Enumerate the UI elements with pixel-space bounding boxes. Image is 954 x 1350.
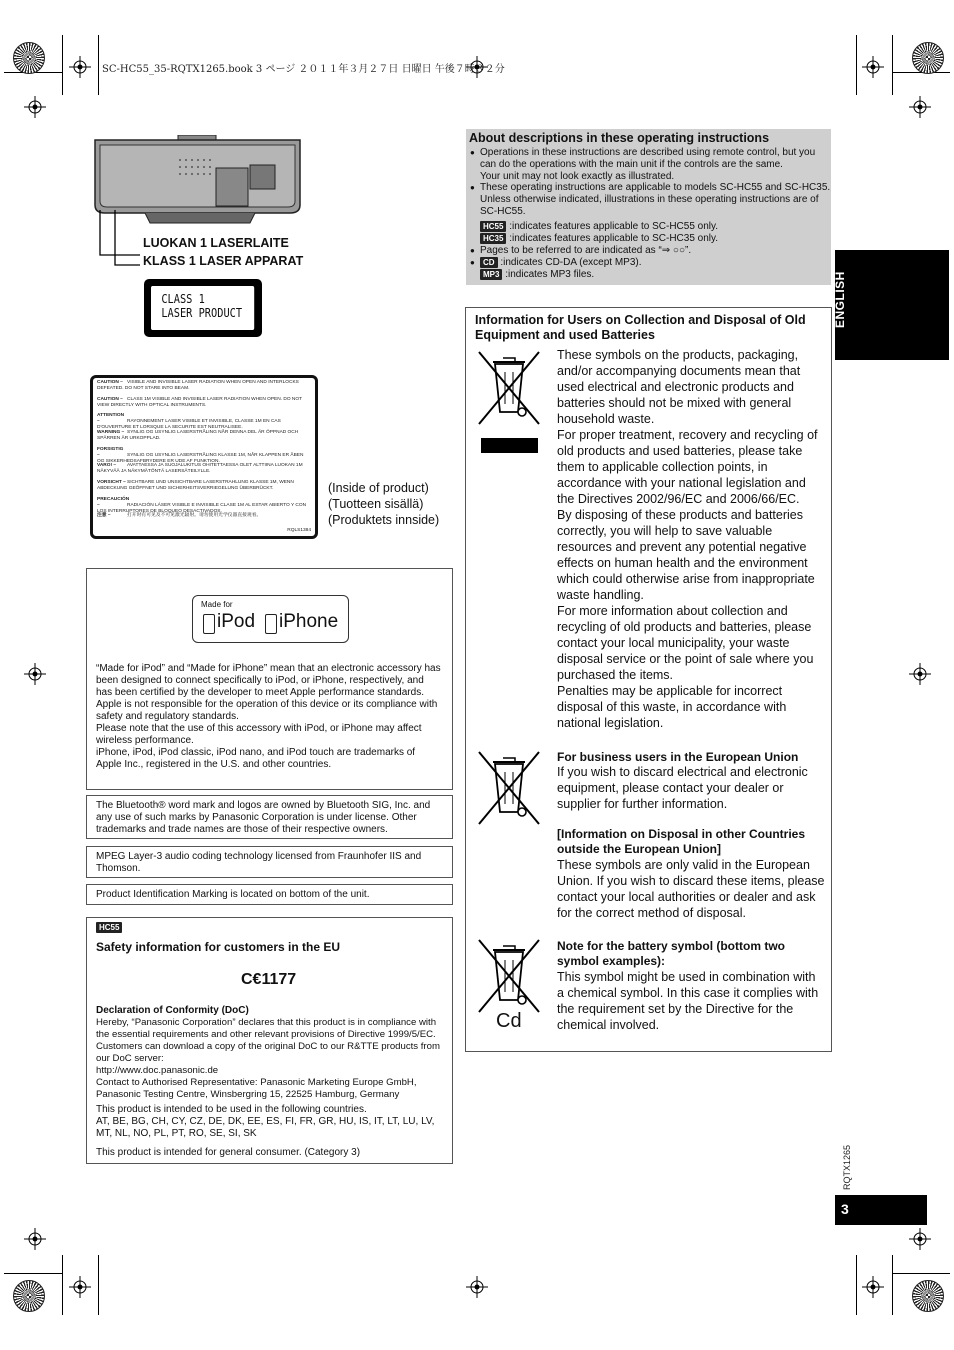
disposal-para-4: For more information about collection and recycling of old products and batteries, please contact your local municipality, your waste disposal service or the point of sale where you purchased the items. <box>557 604 814 682</box>
caution-row <box>97 413 311 431</box>
ipod-logo-text: iPod <box>217 611 256 632</box>
crop-mark <box>892 1255 893 1315</box>
made-for-ipod-logo <box>192 595 349 643</box>
battery-text: This symbol might be used in combination with a chemical symbol. In this case it complies with the requirement set by the Directive for the chemical involved. <box>557 970 819 1032</box>
caution-key: 注意 – <box>97 513 111 519</box>
crosshair-icon <box>909 663 931 685</box>
disposal-para-2: For proper treatment, recovery and recycling of old products and used batteries, please take them to applicable collection points, in accordance with your national legislation and the Directives 2002/96/EC and 2006/66/EC. <box>557 428 818 506</box>
class-1-laser-label <box>144 279 262 337</box>
caution-row <box>97 397 311 409</box>
caution-code: RQLS1384 <box>287 528 311 533</box>
caution-text: RAYONNEMENT LASER VISIBLE ET INVISIBLE, CLASSE 1M EN CAS D'OUVERTURE ET LORSQUE LA SECURITE EST NEUTRALISEE. <box>97 419 281 431</box>
registration-target-icon <box>13 1280 45 1312</box>
bullet-icon: ● <box>470 148 475 157</box>
bullet-icon: ● <box>470 183 475 192</box>
crosshair-icon <box>466 1276 488 1298</box>
page-number: 3 <box>841 1201 849 1217</box>
crosshair-icon <box>69 56 91 78</box>
disposal-para-5: Penalties may be applicable for incorrect disposal of this waste, in accordance with national legislation. <box>557 684 787 730</box>
registration-target-icon <box>912 1280 944 1312</box>
other-countries-title: [Information on Disposal in other Countries outside the European Union] <box>557 827 806 856</box>
caution-key: VORSICHT – <box>97 480 126 485</box>
cd-text: :indicates CD-DA (except MP3). <box>500 257 642 268</box>
hc35-badge: HC35 <box>480 233 506 244</box>
inside-line: (Inside of product) <box>328 481 429 495</box>
safety-info-box <box>86 917 453 1164</box>
safety-title: Safety information for customers in the EU <box>96 940 341 954</box>
caution-text: CLASS 1M VISIBLE AND INVISIBLE LASER RADIATION WHEN OPEN. DO NOT VIEW DIRECTLY WITH OPTICAL INSTRUMENTS. <box>97 396 302 408</box>
crosshair-icon <box>24 1228 46 1250</box>
caution-text: SYNLIG OG USYNLIG LASERSTRÅLING NÅR DENNA DEL ÄR ÖPPNAD OCH SPÄRREN ÄR URKOPPLAD. <box>97 430 299 441</box>
mpeg-notice: MPEG Layer-3 audio coding technology licensed from Fraunhofer IIS and Thomson. <box>96 851 422 874</box>
crossed-bin-icon <box>475 750 543 830</box>
doc-title: Declaration of Conformity (DoC) <box>96 1005 249 1016</box>
bluetooth-box <box>86 795 453 839</box>
caution-key: PRECAUCIÓN – <box>97 496 130 508</box>
caution-key: VARO! – <box>97 463 117 469</box>
about-title: About descriptions in these operating instructions <box>469 131 770 145</box>
crosshair-icon <box>909 96 931 118</box>
business-title: For business users in the European Union <box>557 750 799 764</box>
crosshair-icon <box>909 1228 931 1250</box>
caution-key: FORSIGTIG – <box>97 446 124 458</box>
crosshair-icon <box>69 1276 91 1298</box>
mpeg-box <box>86 846 453 878</box>
bullet-icon: ● <box>470 246 475 255</box>
marking-box <box>86 884 453 905</box>
caution-text: AVATTAESSA JA SUOJALUKITUS OHITETTAESSA OLET ALTTIINA LUOKAN 1M NÄKYVÄÄ JA NÄKYMÄTÖNTÄ LASERSÄTEILYLLE. <box>97 463 303 475</box>
bluetooth-notice: The Bluetooth® word mark and logos are owned by Bluetooth SIG, Inc. and any use of such marks by Panasonic Corporation is under license. Other trademarks and trade names are those of their respective owners. <box>96 800 431 835</box>
caution-text: 打开时有可见及不可见激光辐射。请勿使用光学仪器直接观看。 <box>127 513 262 519</box>
business-text: If you wish to discard electrical and electronic equipment, please contact your dealer or supplier for further information. <box>557 765 808 811</box>
consumer-text: This product is intended for general consumer. (Category 3) <box>96 1147 361 1158</box>
crop-mark <box>62 1255 63 1315</box>
inside-line: (Produktets innside) <box>328 513 440 527</box>
page-number-tab <box>835 1195 927 1225</box>
caution-key: ATTENTION – <box>97 413 125 425</box>
inside-line: (Tuotteen sisällä) <box>328 497 424 511</box>
disposal-title: Information for Users on Collection and Disposal of Old Equipment and used Batteries <box>475 313 806 342</box>
doc-code: RQTX1265 <box>842 1144 852 1190</box>
inside-product-note <box>328 480 439 528</box>
hc55-text: :indicates features applicable to SC-HC55 only. <box>509 221 719 232</box>
mp3-text: :indicates MP3 files. <box>505 269 595 280</box>
caution-row <box>97 380 311 392</box>
crosshair-icon <box>862 1276 884 1298</box>
print-header: SC-HC55_35-RQTX1265.book 3 ページ ２０１１年３月２７日 日曜日 午後７時３２分 <box>102 64 505 75</box>
hc55-badge: HC55 <box>480 221 506 232</box>
cd-chemical-symbol: Cd <box>496 1010 522 1032</box>
ipod-trademark-box <box>86 568 453 790</box>
caution-row <box>97 497 311 515</box>
crosshair-icon <box>24 96 46 118</box>
mp3-badge: MP3 <box>480 269 502 280</box>
caution-key: CAUTION – <box>97 396 123 402</box>
laser-label-swedish: KLASS 1 LASER APPARAT <box>143 254 304 268</box>
language-label: ENGLISH <box>833 271 847 328</box>
crossed-bin-icon <box>475 350 543 430</box>
crop-mark <box>892 1273 950 1274</box>
ipod-device-icon <box>203 614 215 634</box>
hc35-text: :indicates features applicable to SC-HC35 only. <box>509 233 719 244</box>
caution-row <box>97 513 311 519</box>
marking-notice: Product Identification Marking is located on bottom of the unit. <box>96 889 370 900</box>
bin-underbar <box>481 438 538 453</box>
caution-text: RADIACIÓN LÁSER VISIBLE E INVISIBLE CLASE 1M AL ESTAR ABIERTO Y CON LOS INTERRUPTORES DE BLOQUEO DESACTIVADOS. <box>97 502 307 514</box>
registration-target-icon <box>13 42 45 74</box>
laser-product-line: LASER PRODUCT <box>161 306 243 320</box>
crosshair-icon <box>862 56 884 78</box>
caution-label <box>90 375 318 539</box>
caution-key: WARNING – <box>97 430 125 435</box>
doc-text: Hereby, “Panasonic Corporation” declares that this product is in compliance with the essential requirements and other relevant provisions of Directive 1999/5/EC. Customers can download a copy of the original DoC to our R&TTE products from our DoC server: http://www.doc.panasonic.de Contact to Authorised Representative: Panasonic Marketing Europe GmbH, Panasonic Testing Centre, Winsbergring 15, 22525 Hamburg, Germany <box>96 1017 440 1100</box>
about-item-text: Operations in these instructions are described using remote control, but you can do the operations with the main unit if the controls are the same. Your unit may not look exactly as illustrated. <box>480 147 816 182</box>
iphone-device-icon <box>265 614 277 634</box>
caution-text: VISIBLE AND INVISIBLE LASER RADIATION WHEN OPEN AND INTERLOCKS DEFEATED. DO NOT STARE INTO BEAM. <box>97 380 299 391</box>
crop-mark <box>856 1255 857 1315</box>
caution-row <box>97 447 311 465</box>
crop-mark <box>856 35 857 95</box>
caution-text: SYNLIG OG USYNLIG LASERSTRÅLING KLASSE 1M, NÅR KLAPPEN ER ÅBEN OG SIKKERHEDSAFBRYDERE ER UDE AF FUNKTION. <box>97 452 304 464</box>
cd-badge: CD <box>480 257 498 268</box>
iphone-logo-text: iPhone <box>279 611 339 632</box>
caution-key: CAUTION – <box>97 380 123 385</box>
hc55-badge: HC55 <box>96 922 122 933</box>
caution-row <box>97 463 311 475</box>
pages-text: Pages to be referred to are indicated as “⇒ ○○”. <box>480 245 692 256</box>
other-countries-text: These symbols are only valid in the European Union. If you wish to discard these items, please contact your local authorities or dealer and ask for the correct method of disposal. <box>557 858 825 920</box>
crop-mark <box>4 1273 62 1274</box>
countries-text: This product is intended to be used in the following countries. AT, BE, BG, CH, CY, CZ, DE, DK, EE, ES, FI, FR, GR, HU, IS, IT, LT, LU, LV, MT, NL, NO, PL, PT, RO, SE, SI, SK <box>96 1104 435 1139</box>
caution-row <box>97 480 311 492</box>
caution-row <box>97 430 311 442</box>
made-for-text: Made for <box>201 600 233 609</box>
crop-mark <box>98 35 99 95</box>
battery-title: Note for the battery symbol (bottom two symbol examples): <box>557 939 785 968</box>
laser-label-finnish: LUOKAN 1 LASERLAITE <box>143 236 289 250</box>
crop-mark <box>892 35 893 95</box>
registration-target-icon <box>912 42 944 74</box>
ce-mark: C€1177 <box>241 971 297 988</box>
crop-mark <box>98 1255 99 1315</box>
bullet-icon: ● <box>470 258 475 267</box>
ipod-notice: “Made for iPod” and “Made for iPhone” mean that an electronic accessory has been designed to connect specifically to iPod, or iPhone, respectively, and has been certified by the developer to meet Apple performance standards. Apple is not responsible for the operation of this device or its compliance with safety and regulatory standards. Please note that the use of this accessory with iPod, or iPhone may affect wireless performance. iPhone, iPod, iPod classic, iPod nano, and iPod touch are trademarks of Apple Inc., registered in the U.S. and other countries. <box>96 663 441 770</box>
language-tab <box>835 250 949 360</box>
caution-text: SICHTBARE UND UNSICHTBARE LASERSTRAHLUNG KLASSE 1M, WENN ABDECKUNG GEÖFFNET UND SICHERHEITSVERRIEGELUNG ÜBERBRÜCKT. <box>97 480 294 491</box>
about-item-text: These operating instructions are applicable to models SC-HC55 and SC-HC35. Unless otherwise indicated, illustrations in these operating instructions are of SC-HC55. <box>480 182 831 217</box>
crossed-bin-icon <box>475 938 543 1018</box>
crop-mark <box>62 35 63 95</box>
class-line: CLASS 1 <box>161 292 205 306</box>
crosshair-icon <box>24 663 46 685</box>
disposal-para-1: These symbols on the products, packaging, and/or accompanying documents mean that used electrical and electronic products and batteries should not be mixed with general household waste. <box>557 348 801 426</box>
disposal-para-3: By disposing of these products and batteries correctly, you will help to save valuable resources and prevent any potential negative effects on human health and the environment which could otherwise arise from inappropriate waste handling. <box>557 508 815 602</box>
